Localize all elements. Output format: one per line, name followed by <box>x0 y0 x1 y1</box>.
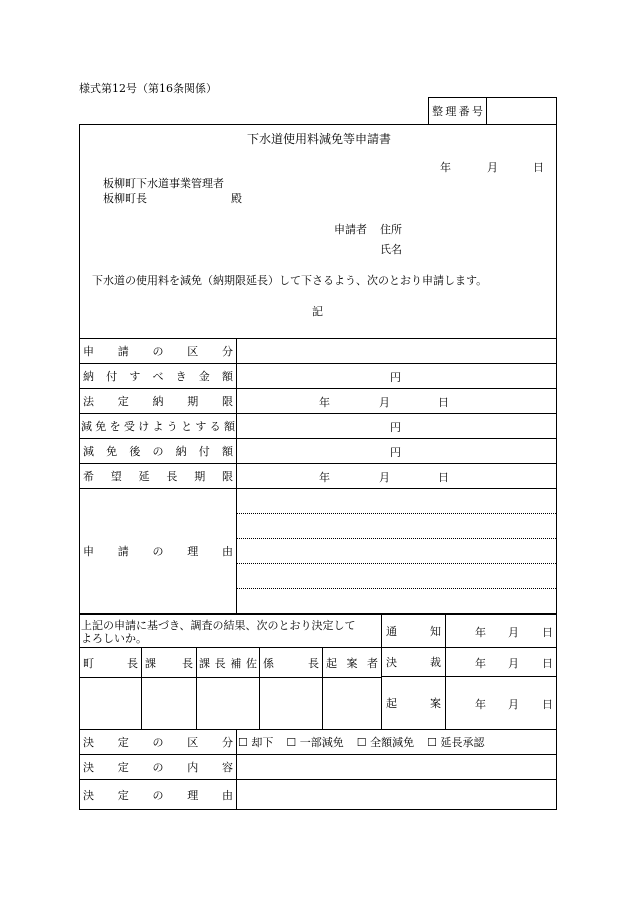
checkbox-icon[interactable]: ☐ <box>238 736 248 749</box>
hotei-day: 日 <box>438 396 449 409</box>
seiri-bango-label: 整 理 番 号 <box>432 105 483 118</box>
decision-note-line1: 上記の申請に基づき、調査の結果、次のとおり決定して <box>81 619 356 632</box>
label-kibo-encho-kigen: 希 望 延 長 期 限 <box>83 470 233 483</box>
checkbox-icon[interactable]: ☐ <box>286 736 297 749</box>
option-ichibu-genmen[interactable]: ☐ 一部減免 <box>286 736 344 749</box>
request-sentence: 下水道の使用料を減免（納期限延長）して下さるよう、次のとおり申請します。 <box>92 274 488 287</box>
kibo-year: 年 <box>319 471 330 484</box>
date-day: 日 <box>533 161 544 174</box>
nofu-kingaku-yen: 円 <box>390 371 401 384</box>
label-genmengo-nofugaku: 減 免 後 の 納 付 額 <box>83 445 233 458</box>
option-encho-shonin[interactable]: ☐ 延長承認 <box>427 736 485 749</box>
kessai-year: 年 <box>475 657 486 670</box>
label-shinsei-riyu: 申 請 の 理 由 <box>83 545 233 558</box>
decision-note-line2: よろしいか。 <box>81 632 147 645</box>
kessai-month: 月 <box>508 657 519 670</box>
kibo-month: 月 <box>379 471 390 484</box>
label-shinsei-kubun: 申 請 の 区 分 <box>83 345 233 358</box>
genmen-gaku-yen: 円 <box>390 421 401 434</box>
label-kian: 起 案 <box>386 697 441 710</box>
label-kettei-kubun: 決 定 の 区 分 <box>83 736 233 749</box>
kibo-day: 日 <box>438 471 449 484</box>
approver-chocho: 町 長 <box>83 656 138 670</box>
approver-kakaricho: 係 長 <box>263 656 319 670</box>
label-kettei-riyu: 決 定 の 理 由 <box>83 788 233 802</box>
label-tsuchi: 通 知 <box>386 624 441 638</box>
tsuchi-month: 月 <box>508 626 519 639</box>
approver-kiansha: 起 案 者 <box>326 656 378 670</box>
addressee-line1: 板柳町下水道事業管理者 <box>103 177 224 190</box>
kessai-day: 日 <box>542 657 553 670</box>
kian-year: 年 <box>475 698 486 711</box>
applicant-address-label: 住所 <box>380 223 402 236</box>
checkbox-icon[interactable]: ☐ <box>356 736 367 749</box>
label-hotei-nokigen: 法 定 納 期 限 <box>83 395 233 408</box>
applicant-label: 申請者 <box>334 223 367 236</box>
label-kettei-naiyo: 決 定 の 内 容 <box>83 761 233 774</box>
kian-day: 日 <box>542 698 553 711</box>
hotei-year: 年 <box>319 396 330 409</box>
genmengo-yen: 円 <box>390 446 401 459</box>
ki-label: 記 <box>312 305 323 318</box>
checkbox-icon[interactable]: ☐ <box>427 736 437 749</box>
option-zengaku-genmen[interactable]: ☐ 全額減免 <box>356 736 415 749</box>
addressee-line2: 板柳町長 <box>103 192 147 205</box>
label-genmen-gaku: 減 免 を 受 け よ う と す る 額 <box>81 420 235 433</box>
date-month: 月 <box>487 161 498 174</box>
applicant-name-label: 氏名 <box>380 243 402 256</box>
tsuchi-year: 年 <box>475 626 486 639</box>
kettei-options <box>238 730 556 754</box>
hotei-month: 月 <box>379 396 390 409</box>
tsuchi-day: 日 <box>542 626 553 639</box>
addressee-dono: 殿 <box>231 192 242 205</box>
kian-month: 月 <box>508 698 519 711</box>
approver-kachohosa: 課 長 補 佐 <box>199 656 257 670</box>
option-kyakka[interactable]: ☐ 却下 <box>238 736 274 749</box>
form-title: 下水道使用料減免等申請書 <box>247 132 392 146</box>
label-nofu-kingaku: 納 付 す べ き 金 額 <box>83 370 233 383</box>
label-kessai: 決 裁 <box>386 656 441 669</box>
seiri-bango-field[interactable] <box>487 98 556 124</box>
form-number: 様式第12号（第16条関係） <box>79 82 217 95</box>
date-year: 年 <box>440 161 451 174</box>
approver-kacho: 課 長 <box>145 656 193 670</box>
